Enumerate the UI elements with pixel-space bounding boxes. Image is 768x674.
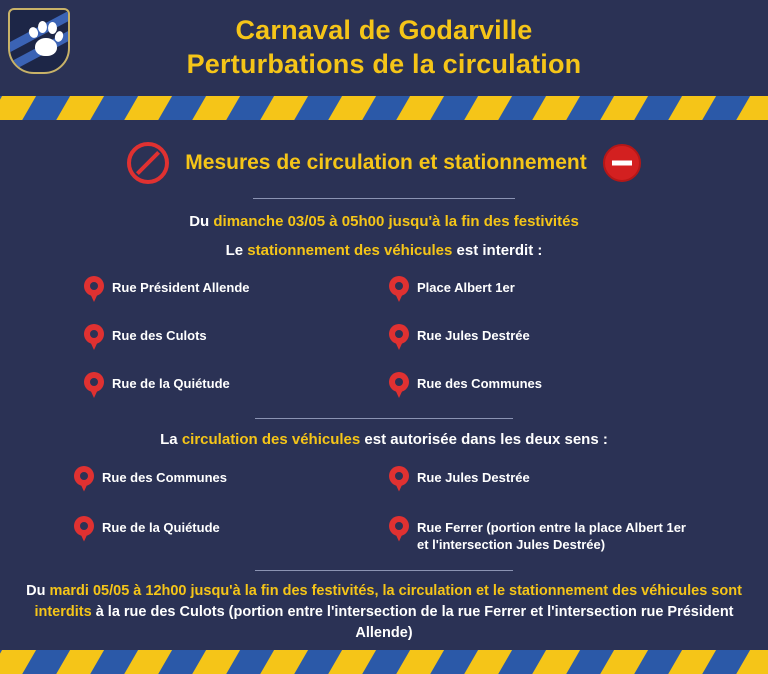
divider — [255, 418, 513, 419]
circulation-rule-suffix: est autorisée dans les deux sens : — [360, 431, 608, 448]
location-label: Rue Président Allende — [112, 280, 250, 295]
list-item — [74, 516, 379, 554]
divider — [255, 570, 513, 571]
map-pin-icon — [74, 466, 94, 494]
parking-rule-prefix: Le — [225, 241, 248, 259]
no-entry-icon — [603, 144, 641, 182]
title-line-2: Perturbations de la circulation — [186, 49, 582, 79]
footer-prefix: Du — [26, 582, 50, 599]
section-title: Mesures de circulation et stationnement — [185, 151, 587, 174]
main-content — [0, 120, 768, 650]
decorative-band-top — [0, 96, 768, 120]
parking-rule-highlight: stationnement des véhicules — [247, 241, 453, 259]
location-label: Rue des Culots — [112, 328, 207, 343]
location-label: Rue des Communes — [417, 376, 542, 391]
list-item — [389, 516, 694, 554]
circulation-rule-text — [18, 429, 750, 452]
footer-note — [22, 581, 746, 644]
coat-of-arms-logo — [8, 8, 66, 70]
list-item — [389, 466, 694, 496]
map-pin-icon — [389, 466, 409, 494]
map-pin-icon — [389, 276, 409, 304]
list-item — [389, 276, 684, 306]
list-item — [389, 372, 684, 402]
map-pin-icon — [389, 324, 409, 352]
footer-highlight: mardi 05/05 à 12h00 jusqu'à la fin des festivités, la circulation et le stationnement des véhicules sont interdits — [34, 582, 742, 620]
list-item — [74, 466, 379, 496]
parking-period-text — [18, 211, 750, 234]
location-label: Rue des Communes — [102, 469, 227, 485]
map-pin-icon — [389, 372, 409, 400]
circulation-rule-highlight: circulation des véhicules — [181, 431, 361, 448]
map-pin-icon — [84, 372, 104, 400]
no-parking-icon — [127, 142, 169, 184]
paw-icon — [28, 20, 62, 60]
footer-suffix: à la rue des Culots (portion entre l'intersection de la rue Ferrer et l'intersection rue Président Allende) — [91, 603, 734, 641]
map-pin-icon — [84, 276, 104, 304]
parking-rule-text — [18, 240, 750, 263]
location-label: Rue de la Quiétude — [102, 519, 220, 535]
parking-period-highlight: dimanche 03/05 à 05h00 jusqu'à la fin des festivités — [213, 213, 579, 230]
circulation-locations-grid — [74, 466, 694, 554]
header — [0, 0, 768, 96]
divider — [253, 198, 515, 199]
parking-period-prefix: Du — [189, 213, 214, 230]
list-item — [84, 372, 379, 402]
parking-locations-grid — [84, 276, 684, 402]
section-header — [18, 142, 750, 184]
location-label: Place Albert 1er — [417, 280, 515, 295]
parking-rule-suffix: est interdit : — [452, 241, 543, 259]
title-line-1: Carnaval de Godarville — [235, 15, 533, 46]
map-pin-icon — [74, 516, 94, 544]
map-pin-icon — [389, 516, 409, 544]
location-label: Rue de la Quiétude — [112, 376, 230, 391]
decorative-band-bottom — [0, 650, 768, 674]
location-label: Rue Jules Destrée — [417, 328, 530, 343]
location-label: Rue Ferrer (portion entre la place Albert 1er et l'intersection Jules Destrée) — [417, 519, 686, 553]
list-item — [84, 324, 379, 354]
page-title — [187, 14, 582, 82]
location-label: Rue Jules Destrée — [417, 469, 530, 485]
list-item — [389, 324, 684, 354]
map-pin-icon — [84, 324, 104, 352]
list-item — [84, 276, 379, 306]
circulation-rule-prefix: La — [160, 431, 182, 448]
